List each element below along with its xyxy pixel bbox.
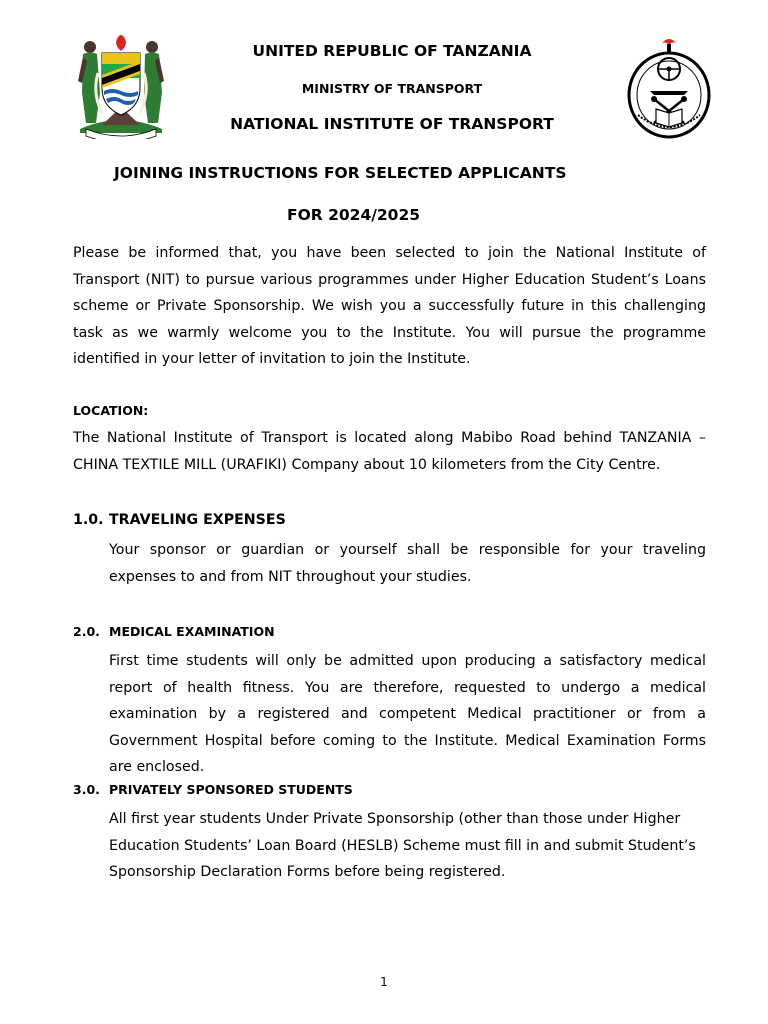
section-number: 3.0. [73,782,100,797]
section-title: PRIVATELY SPONSORED STUDENTS [109,782,353,797]
section-number: 2.0. [73,624,100,639]
document-title: JOINING INSTRUCTIONS FOR SELECTED APPLICANTS [114,164,567,182]
section-number: 1.0. [73,512,104,528]
ministry-heading: MINISTRY OF TRANSPORT [301,81,483,96]
section-body: All first year students Under Private Sponsorship (other than those under Higher Education Students’ Loan Board (HESLB) Scheme must fill in and submit Student’s Sponsorship Declaration Forms before being registered. [109,811,696,880]
section-body: First time students will only be admitted upon producing a satisfactory medical report of health fitness. You are therefore, requested to undergo a medical examination by a registered and competent Medical practitioner or from a Government Hospital before coming to the Institute. Medical Examination Forms are enclosed. [109,653,706,775]
academic-year: FOR 2024/2025 [287,206,421,224]
section-title: MEDICAL EXAMINATION [109,624,275,639]
section-title: TRAVELING EXPENSES [109,512,286,528]
section-heading [73,782,353,797]
country-heading: UNITED REPUBLIC OF TANZANIA [252,42,532,60]
tanzania-coat-of-arms-logo [72,33,170,139]
page-number: 1 [380,975,388,989]
location-label: LOCATION: [73,403,149,418]
institute-heading: NATIONAL INSTITUTE OF TRANSPORT [230,115,554,133]
section-heading [73,512,286,528]
location-paragraph: The National Institute of Transport is located along Mabibo Road behind TANZANIA – CHINA TEXTILE MILL (URAFIKI) Company about 10 kilometers from the City Centre. [73,430,706,473]
section-body: Your sponsor or guardian or yourself shall be responsible for your traveling expenses to and from NIT throughout your studies. [109,542,706,585]
nit-emblem-logo [624,35,714,139]
intro-paragraph: Please be informed that, you have been selected to join the National Institute of Transport (NIT) to pursue various programmes under Higher Education Student’s Loans scheme or Private Sponsorship. We wish you a successfully future in this challenging task as we warmly welcome you to the Institute. You will pursue the programme identified in your letter of invitation to join the Institute. [73,245,706,367]
section-heading [73,624,275,639]
